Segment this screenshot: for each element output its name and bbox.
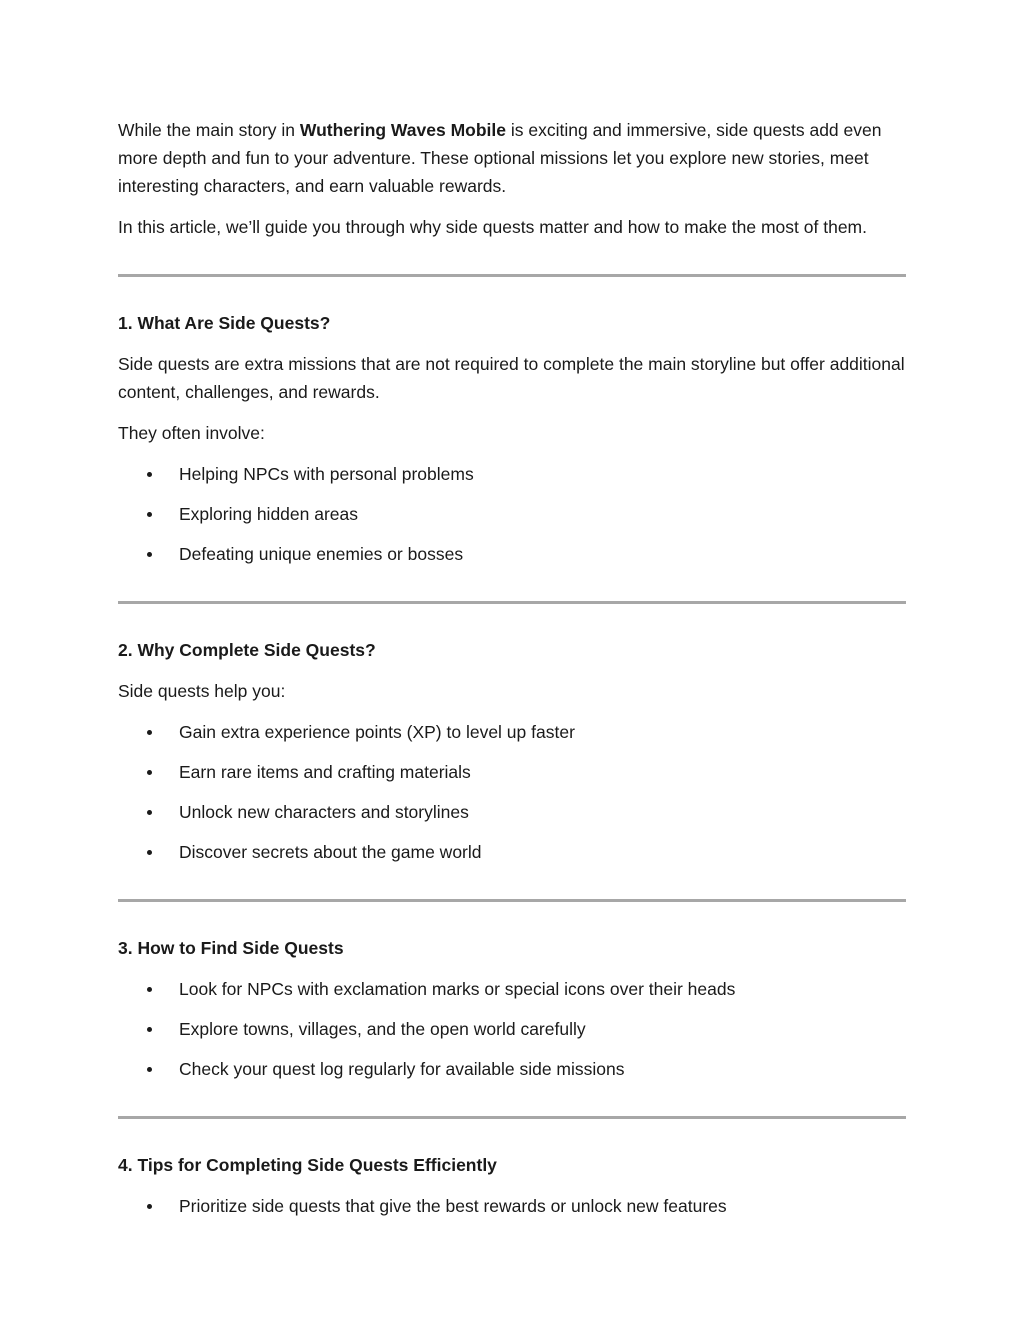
- list-item: [118, 718, 906, 746]
- list-item: [118, 758, 906, 786]
- list-item: [118, 1192, 906, 1220]
- bullet-list: [118, 1192, 906, 1220]
- list-item-text: Look for NPCs with exclamation marks or special icons over their heads: [179, 979, 736, 999]
- section-paragraph: Side quests are extra missions that are not required to complete the main storyline but offer additional content, challenges, and rewards.: [118, 354, 905, 402]
- intro-text: While the main story in: [118, 120, 300, 140]
- list-item: [118, 975, 906, 1003]
- bullet-list: [118, 460, 906, 568]
- bullet-icon: [147, 770, 152, 775]
- list-item-text: Check your quest log regularly for available side missions: [179, 1059, 625, 1079]
- bullet-icon: [147, 512, 152, 517]
- intro-text-continued: is exciting and immersive, side quests add even more depth and fun to your adventure. These optional missions let you explore new stories, meet interesting characters, and earn valuable rewards.: [118, 120, 882, 196]
- intro-paragraph-1: [118, 116, 906, 200]
- list-item: [118, 540, 906, 568]
- bullet-icon: [147, 1027, 152, 1032]
- bullet-icon: [147, 552, 152, 557]
- section-tips-completing-side-quests: [118, 1151, 906, 1220]
- list-item: [118, 500, 906, 528]
- list-item: [118, 460, 906, 488]
- list-item: [118, 1015, 906, 1043]
- section-what-are-side-quests: [118, 309, 906, 568]
- bullet-icon: [147, 472, 152, 477]
- article-body: [118, 116, 906, 1220]
- bullet-icon: [147, 850, 152, 855]
- bullet-icon: [147, 730, 152, 735]
- list-item-text: Unlock new characters and storylines: [179, 802, 469, 822]
- list-item: [118, 1055, 906, 1083]
- game-title-bold: Wuthering Waves Mobile: [299, 120, 507, 140]
- section-heading: 4. Tips for Completing Side Quests Efficiently: [118, 1155, 497, 1175]
- list-item-text: Exploring hidden areas: [179, 504, 359, 524]
- section-why-complete-side-quests: [118, 636, 906, 866]
- section-paragraph: They often involve:: [118, 423, 265, 443]
- list-item-text: Explore towns, villages, and the open world carefully: [179, 1019, 586, 1039]
- section-divider: [118, 274, 906, 277]
- section-heading: 1. What Are Side Quests?: [118, 313, 331, 333]
- bullet-icon: [147, 1204, 152, 1209]
- bullet-list: [118, 718, 906, 866]
- section-divider: [118, 899, 906, 902]
- section-heading: 3. How to Find Side Quests: [118, 938, 344, 958]
- list-item-text: Discover secrets about the game world: [179, 842, 482, 862]
- intro-paragraph-2: In this article, we’ll guide you through why side quests matter and how to make the most of them.: [118, 217, 867, 237]
- section-divider: [118, 601, 906, 604]
- list-item: [118, 838, 906, 866]
- section-divider: [118, 1116, 906, 1119]
- list-item-text: Gain extra experience points (XP) to level up faster: [179, 722, 575, 742]
- list-item: [118, 798, 906, 826]
- list-item-text: Defeating unique enemies or bosses: [179, 544, 464, 564]
- bullet-list: [118, 975, 906, 1083]
- section-how-to-find-side-quests: [118, 934, 906, 1083]
- section-paragraph: Side quests help you:: [118, 681, 286, 701]
- list-item-text: Helping NPCs with personal problems: [179, 464, 474, 484]
- section-heading: 2. Why Complete Side Quests?: [118, 640, 376, 660]
- bullet-icon: [147, 810, 152, 815]
- list-item-text: Prioritize side quests that give the best rewards or unlock new features: [179, 1196, 727, 1216]
- bullet-icon: [147, 987, 152, 992]
- list-item-text: Earn rare items and crafting materials: [179, 762, 471, 782]
- bullet-icon: [147, 1067, 152, 1072]
